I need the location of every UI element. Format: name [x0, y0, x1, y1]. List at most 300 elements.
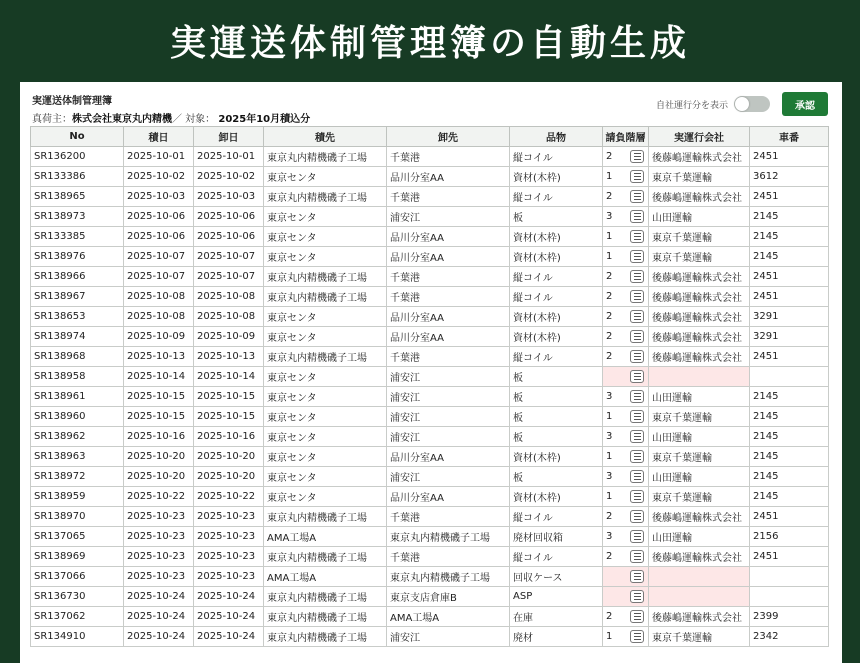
tier-wrap — [606, 410, 645, 423]
cell-unload-date: 2025-10-15 — [194, 407, 264, 427]
table-row[interactable] — [31, 387, 829, 407]
cell-carrier: 山田運輸 — [649, 527, 750, 547]
cell-load-site: 東京センタ — [264, 247, 387, 267]
cell-load-date: 2025-10-16 — [124, 427, 194, 447]
tier-wrap — [606, 350, 645, 363]
table-row[interactable] — [31, 247, 829, 267]
cell-load-date: 2025-10-13 — [124, 347, 194, 367]
cell-load-date: 2025-10-03 — [124, 187, 194, 207]
cell-carrier: 後藤嶋運輸株式会社 — [649, 507, 750, 527]
table-row[interactable] — [31, 427, 829, 447]
cell-subcontract-tier — [603, 207, 649, 227]
table-row[interactable] — [31, 187, 829, 207]
cell-no: SR138970 — [31, 507, 124, 527]
table-row[interactable] — [31, 347, 829, 367]
memo-icon[interactable] — [630, 370, 644, 383]
cell-load-date: 2025-10-23 — [124, 507, 194, 527]
register-table — [30, 126, 829, 647]
cell-unload-date: 2025-10-14 — [194, 367, 264, 387]
cell-load-date: 2025-10-23 — [124, 547, 194, 567]
cell-item: 廃材 — [510, 627, 603, 647]
cell-item: 資材(木枠) — [510, 327, 603, 347]
table-row[interactable] — [31, 587, 829, 607]
cell-unload-site: 千葉港 — [387, 507, 510, 527]
cell-carrier: 山田運輸 — [649, 427, 750, 447]
tier-wrap — [606, 290, 645, 303]
cell-no: SR138967 — [31, 287, 124, 307]
cell-no: SR138962 — [31, 427, 124, 447]
tier-value: 1 — [606, 491, 613, 502]
tier-wrap — [606, 370, 645, 383]
table-row[interactable] — [31, 367, 829, 387]
cell-item: 在庫 — [510, 607, 603, 627]
tier-value: 2 — [606, 151, 613, 162]
cell-subcontract-tier — [603, 527, 649, 547]
cell-load-site: 東京丸内精機磯子工場 — [264, 287, 387, 307]
table-row[interactable] — [31, 447, 829, 467]
page-title: 実運送体制管理簿 — [32, 96, 112, 107]
cell-subcontract-tier — [603, 427, 649, 447]
cell-carrier: 後藤嶋運輸株式会社 — [649, 287, 750, 307]
cell-load-date: 2025-10-24 — [124, 627, 194, 647]
cell-unload-date: 2025-10-20 — [194, 467, 264, 487]
table-header-row — [31, 127, 829, 147]
cell-carrier: 後藤嶋運輸株式会社 — [649, 547, 750, 567]
cell-load-site: 東京センタ — [264, 367, 387, 387]
cell-unload-date: 2025-10-01 — [194, 147, 264, 167]
cell-car-number: 2342 — [750, 627, 829, 647]
cell-carrier: 東京千葉運輸 — [649, 447, 750, 467]
cell-item: 資材(木枠) — [510, 167, 603, 187]
memo-icon[interactable] — [630, 590, 644, 603]
cell-carrier: 山田運輸 — [649, 467, 750, 487]
cell-load-date: 2025-10-07 — [124, 267, 194, 287]
table-row[interactable] — [31, 327, 829, 347]
memo-icon[interactable] — [630, 190, 644, 203]
tier-wrap — [606, 470, 645, 483]
cell-load-date: 2025-10-14 — [124, 367, 194, 387]
cell-unload-site: 千葉港 — [387, 347, 510, 367]
cell-no: SR138958 — [31, 367, 124, 387]
cell-car-number: 3291 — [750, 327, 829, 347]
cell-carrier — [649, 567, 750, 587]
table-row[interactable] — [31, 407, 829, 427]
cell-unload-site: 品川分室AA — [387, 227, 510, 247]
cell-unload-date: 2025-10-24 — [194, 587, 264, 607]
header-col-subcontract-tier[interactable]: 請負階層 — [603, 127, 649, 147]
table-row[interactable] — [31, 147, 829, 167]
toggle-knob — [735, 97, 749, 111]
cell-unload-site: 東京丸内精機磯子工場 — [387, 527, 510, 547]
cell-load-site: AMA工場A — [264, 527, 387, 547]
tier-wrap — [606, 390, 645, 403]
cell-subcontract-tier — [603, 227, 649, 247]
cell-load-site: 東京丸内精機磯子工場 — [264, 607, 387, 627]
cell-item: 資材(木枠) — [510, 247, 603, 267]
cell-subcontract-tier — [603, 587, 649, 607]
header-col-load-date[interactable]: 積日 — [124, 127, 194, 147]
tier-value: 2 — [606, 511, 613, 522]
shipper-label: 真荷主： — [32, 114, 72, 125]
cell-load-site: 東京センタ — [264, 407, 387, 427]
cell-item: 資材(木枠) — [510, 307, 603, 327]
approve-button[interactable]: 承認 — [782, 92, 828, 116]
tier-value: 2 — [606, 351, 613, 362]
cell-item: 資材(木枠) — [510, 447, 603, 467]
cell-subcontract-tier — [603, 367, 649, 387]
cell-subcontract-tier — [603, 487, 649, 507]
tier-value: 1 — [606, 411, 613, 422]
table-row[interactable] — [31, 507, 829, 527]
tier-wrap — [606, 330, 645, 343]
cell-load-date: 2025-10-15 — [124, 387, 194, 407]
cell-unload-site: 品川分室AA — [387, 447, 510, 467]
cell-carrier — [649, 587, 750, 607]
header-col-unload-site[interactable]: 卸先 — [387, 127, 510, 147]
memo-icon[interactable] — [630, 290, 644, 303]
cell-car-number: 2451 — [750, 267, 829, 287]
cell-unload-site: 千葉港 — [387, 187, 510, 207]
tier-value: 1 — [606, 631, 613, 642]
memo-icon[interactable] — [630, 350, 644, 363]
cell-load-site: 東京センタ — [264, 387, 387, 407]
tier-value: 3 — [606, 211, 613, 222]
cell-car-number: 2145 — [750, 467, 829, 487]
header-col-unload-date[interactable]: 卸日 — [194, 127, 264, 147]
tier-wrap — [606, 430, 645, 443]
header-col-item[interactable]: 品物 — [510, 127, 603, 147]
cell-no: SR134910 — [31, 627, 124, 647]
cell-car-number: 2145 — [750, 227, 829, 247]
cell-carrier: 東京千葉運輸 — [649, 407, 750, 427]
cell-load-site: AMA工場A — [264, 567, 387, 587]
cell-car-number: 2145 — [750, 247, 829, 267]
cell-item: 板 — [510, 207, 603, 227]
cell-unload-date: 2025-10-06 — [194, 227, 264, 247]
cell-car-number: 2451 — [750, 507, 829, 527]
cell-carrier: 後藤嶋運輸株式会社 — [649, 267, 750, 287]
cell-unload-site: 浦安江 — [387, 367, 510, 387]
cell-unload-site: 千葉港 — [387, 287, 510, 307]
cell-carrier: 後藤嶋運輸株式会社 — [649, 347, 750, 367]
memo-icon[interactable] — [630, 250, 644, 263]
memo-icon[interactable] — [630, 390, 644, 403]
cell-unload-date: 2025-10-15 — [194, 387, 264, 407]
cell-carrier: 後藤嶋運輸株式会社 — [649, 187, 750, 207]
target-label: ／ 対象： — [172, 114, 216, 125]
cell-unload-site: 東京支店倉庫B — [387, 587, 510, 607]
cell-item: 資材(木枠) — [510, 227, 603, 247]
cell-load-date: 2025-10-06 — [124, 207, 194, 227]
cell-car-number: 3291 — [750, 307, 829, 327]
memo-icon[interactable] — [630, 210, 644, 223]
cell-car-number: 2451 — [750, 547, 829, 567]
cell-load-site: 東京丸内精機磯子工場 — [264, 587, 387, 607]
memo-icon[interactable] — [630, 530, 644, 543]
cell-item: 板 — [510, 367, 603, 387]
cell-unload-site: 千葉港 — [387, 267, 510, 287]
cell-load-site: 東京丸内精機磯子工場 — [264, 547, 387, 567]
memo-icon[interactable] — [630, 270, 644, 283]
cell-unload-date: 2025-10-23 — [194, 547, 264, 567]
cell-load-date: 2025-10-24 — [124, 587, 194, 607]
cell-unload-site: 浦安江 — [387, 627, 510, 647]
cell-no: SR138976 — [31, 247, 124, 267]
cell-unload-site: 浦安江 — [387, 207, 510, 227]
cell-load-site: 東京センタ — [264, 487, 387, 507]
cell-unload-date: 2025-10-02 — [194, 167, 264, 187]
cell-unload-site: 浦安江 — [387, 467, 510, 487]
cell-carrier: 後藤嶋運輸株式会社 — [649, 147, 750, 167]
cell-subcontract-tier — [603, 307, 649, 327]
cell-car-number: 2145 — [750, 207, 829, 227]
cell-car-number: 2145 — [750, 487, 829, 507]
cell-unload-date: 2025-10-22 — [194, 487, 264, 507]
memo-icon[interactable] — [630, 630, 644, 643]
memo-icon[interactable] — [630, 450, 644, 463]
cell-unload-site: 品川分室AA — [387, 487, 510, 507]
tier-wrap — [606, 270, 645, 283]
cell-car-number: 3612 — [750, 167, 829, 187]
cell-subcontract-tier — [603, 567, 649, 587]
tier-wrap — [606, 610, 645, 623]
cell-load-date: 2025-10-02 — [124, 167, 194, 187]
table-row[interactable] — [31, 227, 829, 247]
cell-carrier — [649, 367, 750, 387]
cell-load-date: 2025-10-23 — [124, 567, 194, 587]
cell-item: 縦コイル — [510, 147, 603, 167]
own-operation-toggle[interactable] — [734, 96, 770, 112]
memo-icon[interactable] — [630, 150, 644, 163]
cell-subcontract-tier — [603, 147, 649, 167]
own-operation-toggle-group — [656, 96, 770, 112]
cell-unload-site: 浦安江 — [387, 387, 510, 407]
cell-carrier: 後藤嶋運輸株式会社 — [649, 607, 750, 627]
cell-unload-site: 品川分室AA — [387, 167, 510, 187]
cell-carrier: 後藤嶋運輸株式会社 — [649, 327, 750, 347]
cell-load-date: 2025-10-23 — [124, 527, 194, 547]
cell-item: ASP — [510, 587, 603, 607]
cell-unload-date: 2025-10-24 — [194, 607, 264, 627]
tier-wrap — [606, 550, 645, 563]
cell-item: 縦コイル — [510, 187, 603, 207]
tier-wrap — [606, 190, 645, 203]
memo-icon[interactable] — [630, 410, 644, 423]
cell-no: SR138965 — [31, 187, 124, 207]
memo-icon[interactable] — [630, 330, 644, 343]
cell-unload-date: 2025-10-03 — [194, 187, 264, 207]
cell-carrier: 山田運輸 — [649, 387, 750, 407]
cell-unload-date: 2025-10-08 — [194, 287, 264, 307]
cell-load-date: 2025-10-07 — [124, 247, 194, 267]
cell-car-number: 2451 — [750, 287, 829, 307]
cell-carrier: 東京千葉運輸 — [649, 247, 750, 267]
cell-unload-site: 浦安江 — [387, 427, 510, 447]
cell-unload-date: 2025-10-20 — [194, 447, 264, 467]
cell-carrier: 東京千葉運輸 — [649, 627, 750, 647]
memo-icon[interactable] — [630, 510, 644, 523]
cell-item: 縦コイル — [510, 507, 603, 527]
cell-unload-date: 2025-10-07 — [194, 247, 264, 267]
cell-subcontract-tier — [603, 607, 649, 627]
panel-header — [32, 92, 310, 125]
cell-car-number: 2145 — [750, 447, 829, 467]
cell-car-number: 2451 — [750, 187, 829, 207]
table-row[interactable] — [31, 487, 829, 507]
target-value: 2025年10月積込分 — [218, 114, 311, 125]
register-panel — [20, 82, 842, 663]
cell-load-site: 東京センタ — [264, 227, 387, 247]
cell-no: SR138961 — [31, 387, 124, 407]
cell-item: 板 — [510, 427, 603, 447]
table-row[interactable] — [31, 627, 829, 647]
memo-icon[interactable] — [630, 550, 644, 563]
tier-value: 2 — [606, 271, 613, 282]
tier-wrap — [606, 570, 645, 583]
cell-unload-date: 2025-10-06 — [194, 207, 264, 227]
panel-subtitle — [32, 110, 310, 125]
cell-no: SR133386 — [31, 167, 124, 187]
memo-icon[interactable] — [630, 490, 644, 503]
header-col-car-number[interactable]: 車番 — [750, 127, 829, 147]
cell-carrier: 後藤嶋運輸株式会社 — [649, 307, 750, 327]
tier-value: 3 — [606, 391, 613, 402]
tier-wrap — [606, 450, 645, 463]
table-row[interactable] — [31, 467, 829, 487]
tier-wrap — [606, 210, 645, 223]
cell-unload-date: 2025-10-23 — [194, 567, 264, 587]
cell-unload-date: 2025-10-23 — [194, 507, 264, 527]
cell-load-site: 東京センタ — [264, 207, 387, 227]
tier-wrap — [606, 250, 645, 263]
memo-icon[interactable] — [630, 570, 644, 583]
cell-car-number: 2451 — [750, 147, 829, 167]
cell-load-date: 2025-10-15 — [124, 407, 194, 427]
cell-item: 板 — [510, 467, 603, 487]
header-col-carrier[interactable]: 実運行会社 — [649, 127, 750, 147]
cell-subcontract-tier — [603, 187, 649, 207]
tier-wrap — [606, 490, 645, 503]
table-row[interactable] — [31, 267, 829, 287]
cell-subcontract-tier — [603, 347, 649, 367]
cell-item: 縦コイル — [510, 287, 603, 307]
memo-icon[interactable] — [630, 310, 644, 323]
tier-value: 2 — [606, 311, 613, 322]
header-col-no[interactable]: No — [31, 127, 124, 147]
cell-item: 板 — [510, 387, 603, 407]
cell-unload-site: 千葉港 — [387, 547, 510, 567]
cell-load-site: 東京丸内精機磯子工場 — [264, 507, 387, 527]
cell-load-site: 東京センタ — [264, 447, 387, 467]
memo-icon[interactable] — [630, 610, 644, 623]
cell-unload-date: 2025-10-23 — [194, 527, 264, 547]
banner-title: 実運送体制管理簿の自動生成 — [169, 22, 690, 64]
cell-load-site: 東京丸内精機磯子工場 — [264, 347, 387, 367]
cell-load-date: 2025-10-09 — [124, 327, 194, 347]
shipper-value: 株式会社東京丸内精機 — [72, 114, 172, 125]
cell-no: SR137062 — [31, 607, 124, 627]
cell-subcontract-tier — [603, 247, 649, 267]
tier-value: 2 — [606, 331, 613, 342]
table-row[interactable] — [31, 527, 829, 547]
table-row[interactable] — [31, 207, 829, 227]
cell-no: SR138959 — [31, 487, 124, 507]
memo-icon[interactable] — [630, 470, 644, 483]
memo-icon[interactable] — [630, 170, 644, 183]
cell-load-site: 東京センタ — [264, 327, 387, 347]
tier-value: 1 — [606, 171, 613, 182]
cell-no: SR138972 — [31, 467, 124, 487]
cell-load-date: 2025-10-24 — [124, 607, 194, 627]
cell-car-number: 2451 — [750, 347, 829, 367]
tier-wrap — [606, 630, 645, 643]
cell-item: 資材(木枠) — [510, 487, 603, 507]
cell-subcontract-tier — [603, 387, 649, 407]
cell-no: SR138960 — [31, 407, 124, 427]
tier-wrap — [606, 530, 645, 543]
banner — [0, 0, 860, 80]
cell-carrier: 東京千葉運輸 — [649, 227, 750, 247]
memo-icon[interactable] — [630, 430, 644, 443]
cell-car-number: 2399 — [750, 607, 829, 627]
table-row[interactable] — [31, 287, 829, 307]
cell-subcontract-tier — [603, 327, 649, 347]
table-row[interactable] — [31, 567, 829, 587]
cell-unload-site: 品川分室AA — [387, 327, 510, 347]
memo-icon[interactable] — [630, 230, 644, 243]
cell-unload-site: 品川分室AA — [387, 247, 510, 267]
cell-unload-date: 2025-10-13 — [194, 347, 264, 367]
cell-load-site: 東京丸内精機磯子工場 — [264, 267, 387, 287]
tier-value: 1 — [606, 231, 613, 242]
cell-car-number: 2145 — [750, 407, 829, 427]
table-row[interactable] — [31, 547, 829, 567]
cell-no: SR138969 — [31, 547, 124, 567]
cell-load-date: 2025-10-01 — [124, 147, 194, 167]
cell-subcontract-tier — [603, 447, 649, 467]
cell-car-number — [750, 587, 829, 607]
cell-car-number — [750, 567, 829, 587]
tier-wrap — [606, 170, 645, 183]
table-row[interactable] — [31, 307, 829, 327]
tier-wrap — [606, 510, 645, 523]
tier-value: 1 — [606, 251, 613, 262]
cell-load-site: 東京センタ — [264, 467, 387, 487]
cell-unload-site: 東京丸内精機磯子工場 — [387, 567, 510, 587]
cell-no: SR138973 — [31, 207, 124, 227]
cell-unload-date: 2025-10-16 — [194, 427, 264, 447]
cell-no: SR136200 — [31, 147, 124, 167]
cell-load-site: 東京丸内精機磯子工場 — [264, 147, 387, 167]
cell-no: SR137065 — [31, 527, 124, 547]
tier-value: 3 — [606, 531, 613, 542]
cell-item: 縦コイル — [510, 347, 603, 367]
header-col-load-site[interactable]: 積先 — [264, 127, 387, 147]
cell-subcontract-tier — [603, 627, 649, 647]
cell-unload-site: 浦安江 — [387, 407, 510, 427]
cell-item: 板 — [510, 407, 603, 427]
table-row[interactable] — [31, 167, 829, 187]
cell-no: SR138653 — [31, 307, 124, 327]
cell-item: 廃材回収箱 — [510, 527, 603, 547]
table-row[interactable] — [31, 607, 829, 627]
cell-load-date: 2025-10-20 — [124, 467, 194, 487]
cell-load-date: 2025-10-06 — [124, 227, 194, 247]
cell-load-site: 東京センタ — [264, 427, 387, 447]
cell-subcontract-tier — [603, 167, 649, 187]
cell-no: SR138966 — [31, 267, 124, 287]
cell-unload-date: 2025-10-24 — [194, 627, 264, 647]
